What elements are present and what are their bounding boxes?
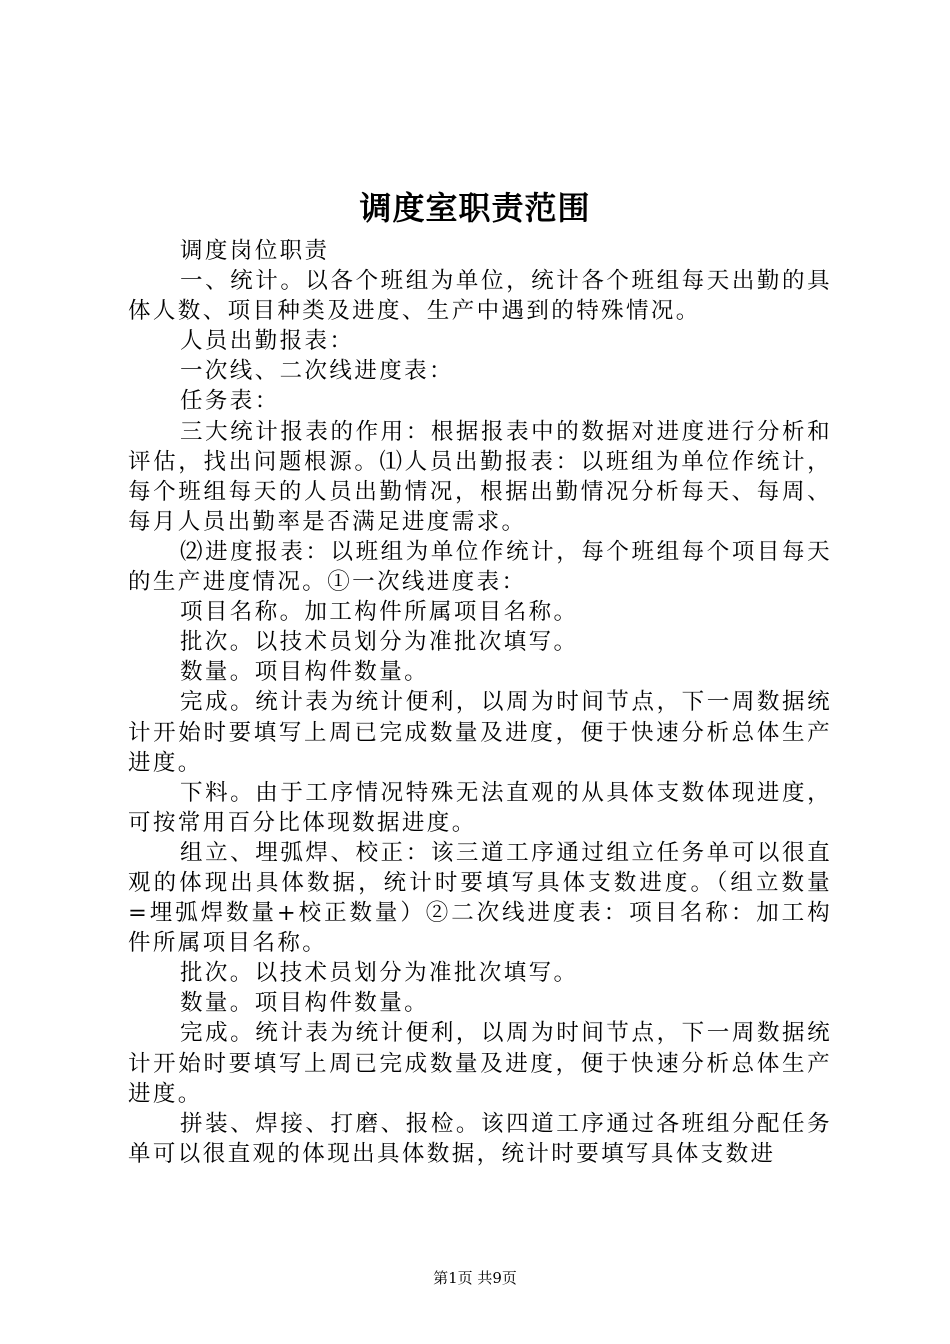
paragraph: 拼装、焊接、打磨、报检。该四道工序通过各班组分配任务单可以很直观的体现出具体数据，统计时要填写具体支数进 — [128, 1110, 832, 1167]
document-title: 调度室职责范围 — [359, 189, 591, 227]
paragraph: 三大统计报表的作用：根据报表中的数据对进度进行分析和评估，找出问题根源。⑴人员出勤报表：以班组为单位作统计，每个班组每天的人员出勤情况，根据出勤情况分析每天、每周、每月人员出勤率是否满足进度需求。 — [128, 418, 832, 535]
paragraph: 组立、埋弧焊、校正：该三道工序通过组立任务单可以很直观的体现出具体数据，统计时要填写具体支数进度。（组立数量=埋弧焊数量+校正数量）②二次线进度表：项目名称：加工构件所属项目名称。 — [128, 839, 832, 957]
paragraph: 批次。以技术员划分为准批次填写。 — [180, 629, 579, 656]
paragraph: 人员出勤报表： — [180, 328, 355, 355]
document-body — [128, 236, 832, 1169]
paragraph: 数量。项目构件数量。 — [180, 990, 430, 1017]
paragraph: 一、统计。以各个班组为单位，统计各个班组每天出勤的具体人数、项目种类及进度、生产中遇到的特殊情况。 — [128, 268, 832, 325]
page-footer: 第1页 共9页 — [433, 1269, 517, 1287]
paragraph: 完成。统计表为统计便利，以周为时间节点，下一周数据统计开始时要填写上周已完成数量及进度，便于快速分析总体生产进度。 — [128, 1020, 832, 1107]
paragraph: 批次。以技术员划分为准批次填写。 — [180, 960, 579, 987]
paragraph: 完成。统计表为统计便利，以周为时间节点，下一周数据统计开始时要填写上周已完成数量及进度，便于快速分析总体生产进度。 — [128, 689, 832, 776]
paragraph: ⑵进度报表：以班组为单位作统计，每个班组每个项目每天的生产进度情况。①一次线进度表： — [128, 538, 832, 596]
paragraph: 下料。由于工序情况特殊无法直观的从具体支数体现进度，可按常用百分比体现数据进度。 — [128, 779, 832, 836]
paragraph: 任务表： — [180, 388, 280, 415]
paragraph: 项目名称。加工构件所属项目名称。 — [180, 599, 579, 626]
paragraph: 数量。项目构件数量。 — [180, 659, 430, 686]
paragraph: 一次线、二次线进度表： — [180, 358, 454, 385]
paragraph: 调度岗位职责 — [180, 238, 330, 264]
